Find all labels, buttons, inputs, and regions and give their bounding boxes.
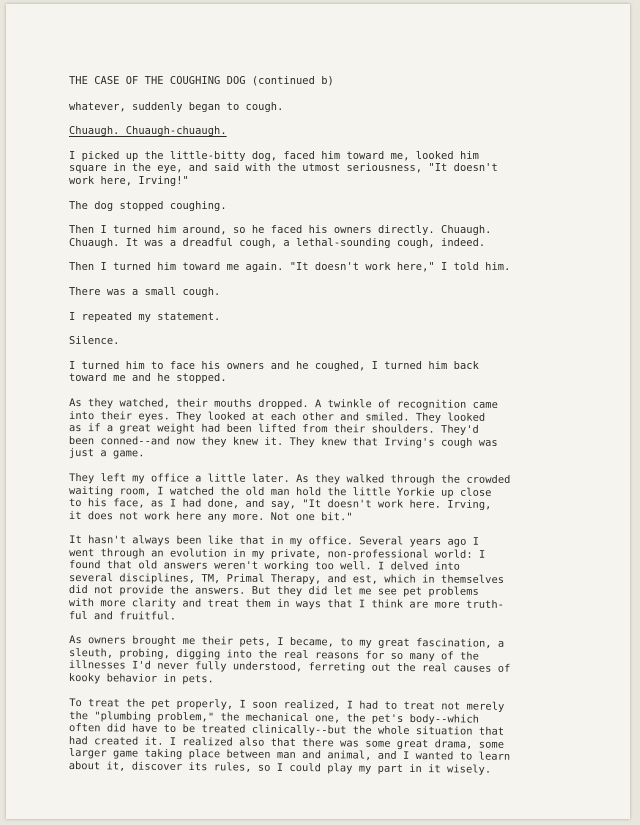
paragraph-2 — [69, 125, 589, 138]
paragraph-11 — [69, 397, 589, 462]
text-line: with more clarity and treat them in ways that I think are more truth- — [68, 597, 505, 612]
text-line: sleuth, probing, digging into the real reasons for so many of the — [69, 647, 479, 663]
text-line: Then I turned him around, so he faced his owners directly. Chuaugh. — [69, 224, 492, 237]
text-line: They left my office a little later. As they walked through the crowded — [69, 471, 511, 486]
text-line: Chuaugh. Chuaugh-chuaugh. — [69, 125, 227, 138]
text-line: about it, discover its rules, so I could play my part in it wisely. — [68, 759, 492, 776]
text-line: kooky behavior in pets. — [68, 672, 214, 686]
page-body — [69, 75, 589, 784]
text-line: toward me and he stopped. — [69, 372, 227, 385]
text-line: it does not work here any more. Not one bit." — [68, 509, 353, 523]
paragraph-7 — [69, 286, 589, 299]
text-line: To treat the pet properly, I soon realized, I had to treat not merely — [69, 696, 505, 713]
paragraph-3 — [69, 150, 589, 188]
text-line: the "plumbing problem," the mechanical one, the pet's body--which — [69, 709, 480, 725]
text-line: illnesses I'd never fully understood, ferreting out the real causes of — [68, 659, 511, 676]
paragraph-15 — [69, 697, 590, 777]
text-line: Chuaugh. It was a dreadful cough, a lethal-sounding cough, indeed. — [69, 236, 486, 249]
text-line: There was a small cough. — [69, 285, 221, 298]
text-line: Then I turned him toward me again. "It doesn't work here," I told him. — [69, 261, 511, 274]
text-line: work here, Irving!" — [69, 174, 189, 187]
paragraph-5 — [69, 224, 589, 249]
paragraph-6 — [69, 261, 589, 274]
text-line: waiting room, I watched the old man hold the little Yorkie up close — [69, 484, 492, 499]
text-line: went through an evolution in my private, non-professional world: I — [69, 546, 486, 561]
text-line: whatever, suddenly began to cough. — [69, 100, 284, 113]
text-line: As owners brought me their pets, I became, to my great fascination, a — [69, 634, 505, 651]
text-line: The dog stopped coughing. — [69, 199, 227, 212]
text-line: ful and fruitful. — [68, 609, 177, 623]
paragraph-8 — [69, 311, 589, 324]
text-line: several disciplines, TM, Primal Therapy, and est, which in themselves — [68, 572, 505, 586]
text-line: square in the eye, and said with the utmost seriousness, "It doesn't — [69, 162, 498, 175]
typewritten-page — [6, 4, 630, 819]
paragraph-10 — [69, 360, 589, 385]
text-line: I turned him to face his owners and he coughed, I turned him back — [69, 359, 479, 372]
page-title: THE CASE OF THE COUGHING DOG (continued b) — [69, 75, 334, 87]
paragraph-12 — [69, 472, 589, 525]
text-line: found that old answers weren't working too well. I delved into — [69, 559, 461, 574]
text-line: to his face, as I had done, and say, "It doesn't work here. Irving, — [68, 497, 492, 511]
text-line: As they watched, their mouths dropped. A twinkle of recognition came — [69, 396, 498, 411]
text-line: I repeated my statement. — [69, 310, 221, 323]
text-line: often did have to be treated clinically--but the whole situation that — [69, 721, 505, 738]
text-line: larger game taking place between man and animal, and I wanted to learn — [68, 747, 511, 764]
text-line: had created it. I realized also that there was some great drama, some — [68, 734, 505, 751]
paragraph-4 — [69, 200, 589, 213]
text-line: Silence. — [69, 335, 120, 348]
text-line: as if a great weight had been lifted from their shoulders. They'd — [68, 422, 479, 436]
text-line: I picked up the little-bitty dog, faced him toward me, looked him — [69, 149, 479, 162]
paragraph-1 — [69, 101, 589, 114]
text-line: into their eyes. They looked at each other and smiled. They looked — [69, 409, 486, 424]
text-line: been conned--and now they knew it. They knew that Irving's cough was — [68, 434, 498, 449]
text-line: just a game. — [68, 447, 145, 460]
paragraph-14 — [69, 634, 589, 689]
text-line: did not provide the answers. But they did let me see pet problems — [68, 584, 479, 599]
paragraph-13 — [69, 534, 589, 624]
text-line: It hasn't always been like that in my office. Several years ago I — [69, 534, 480, 549]
paragraph-9 — [69, 335, 589, 348]
